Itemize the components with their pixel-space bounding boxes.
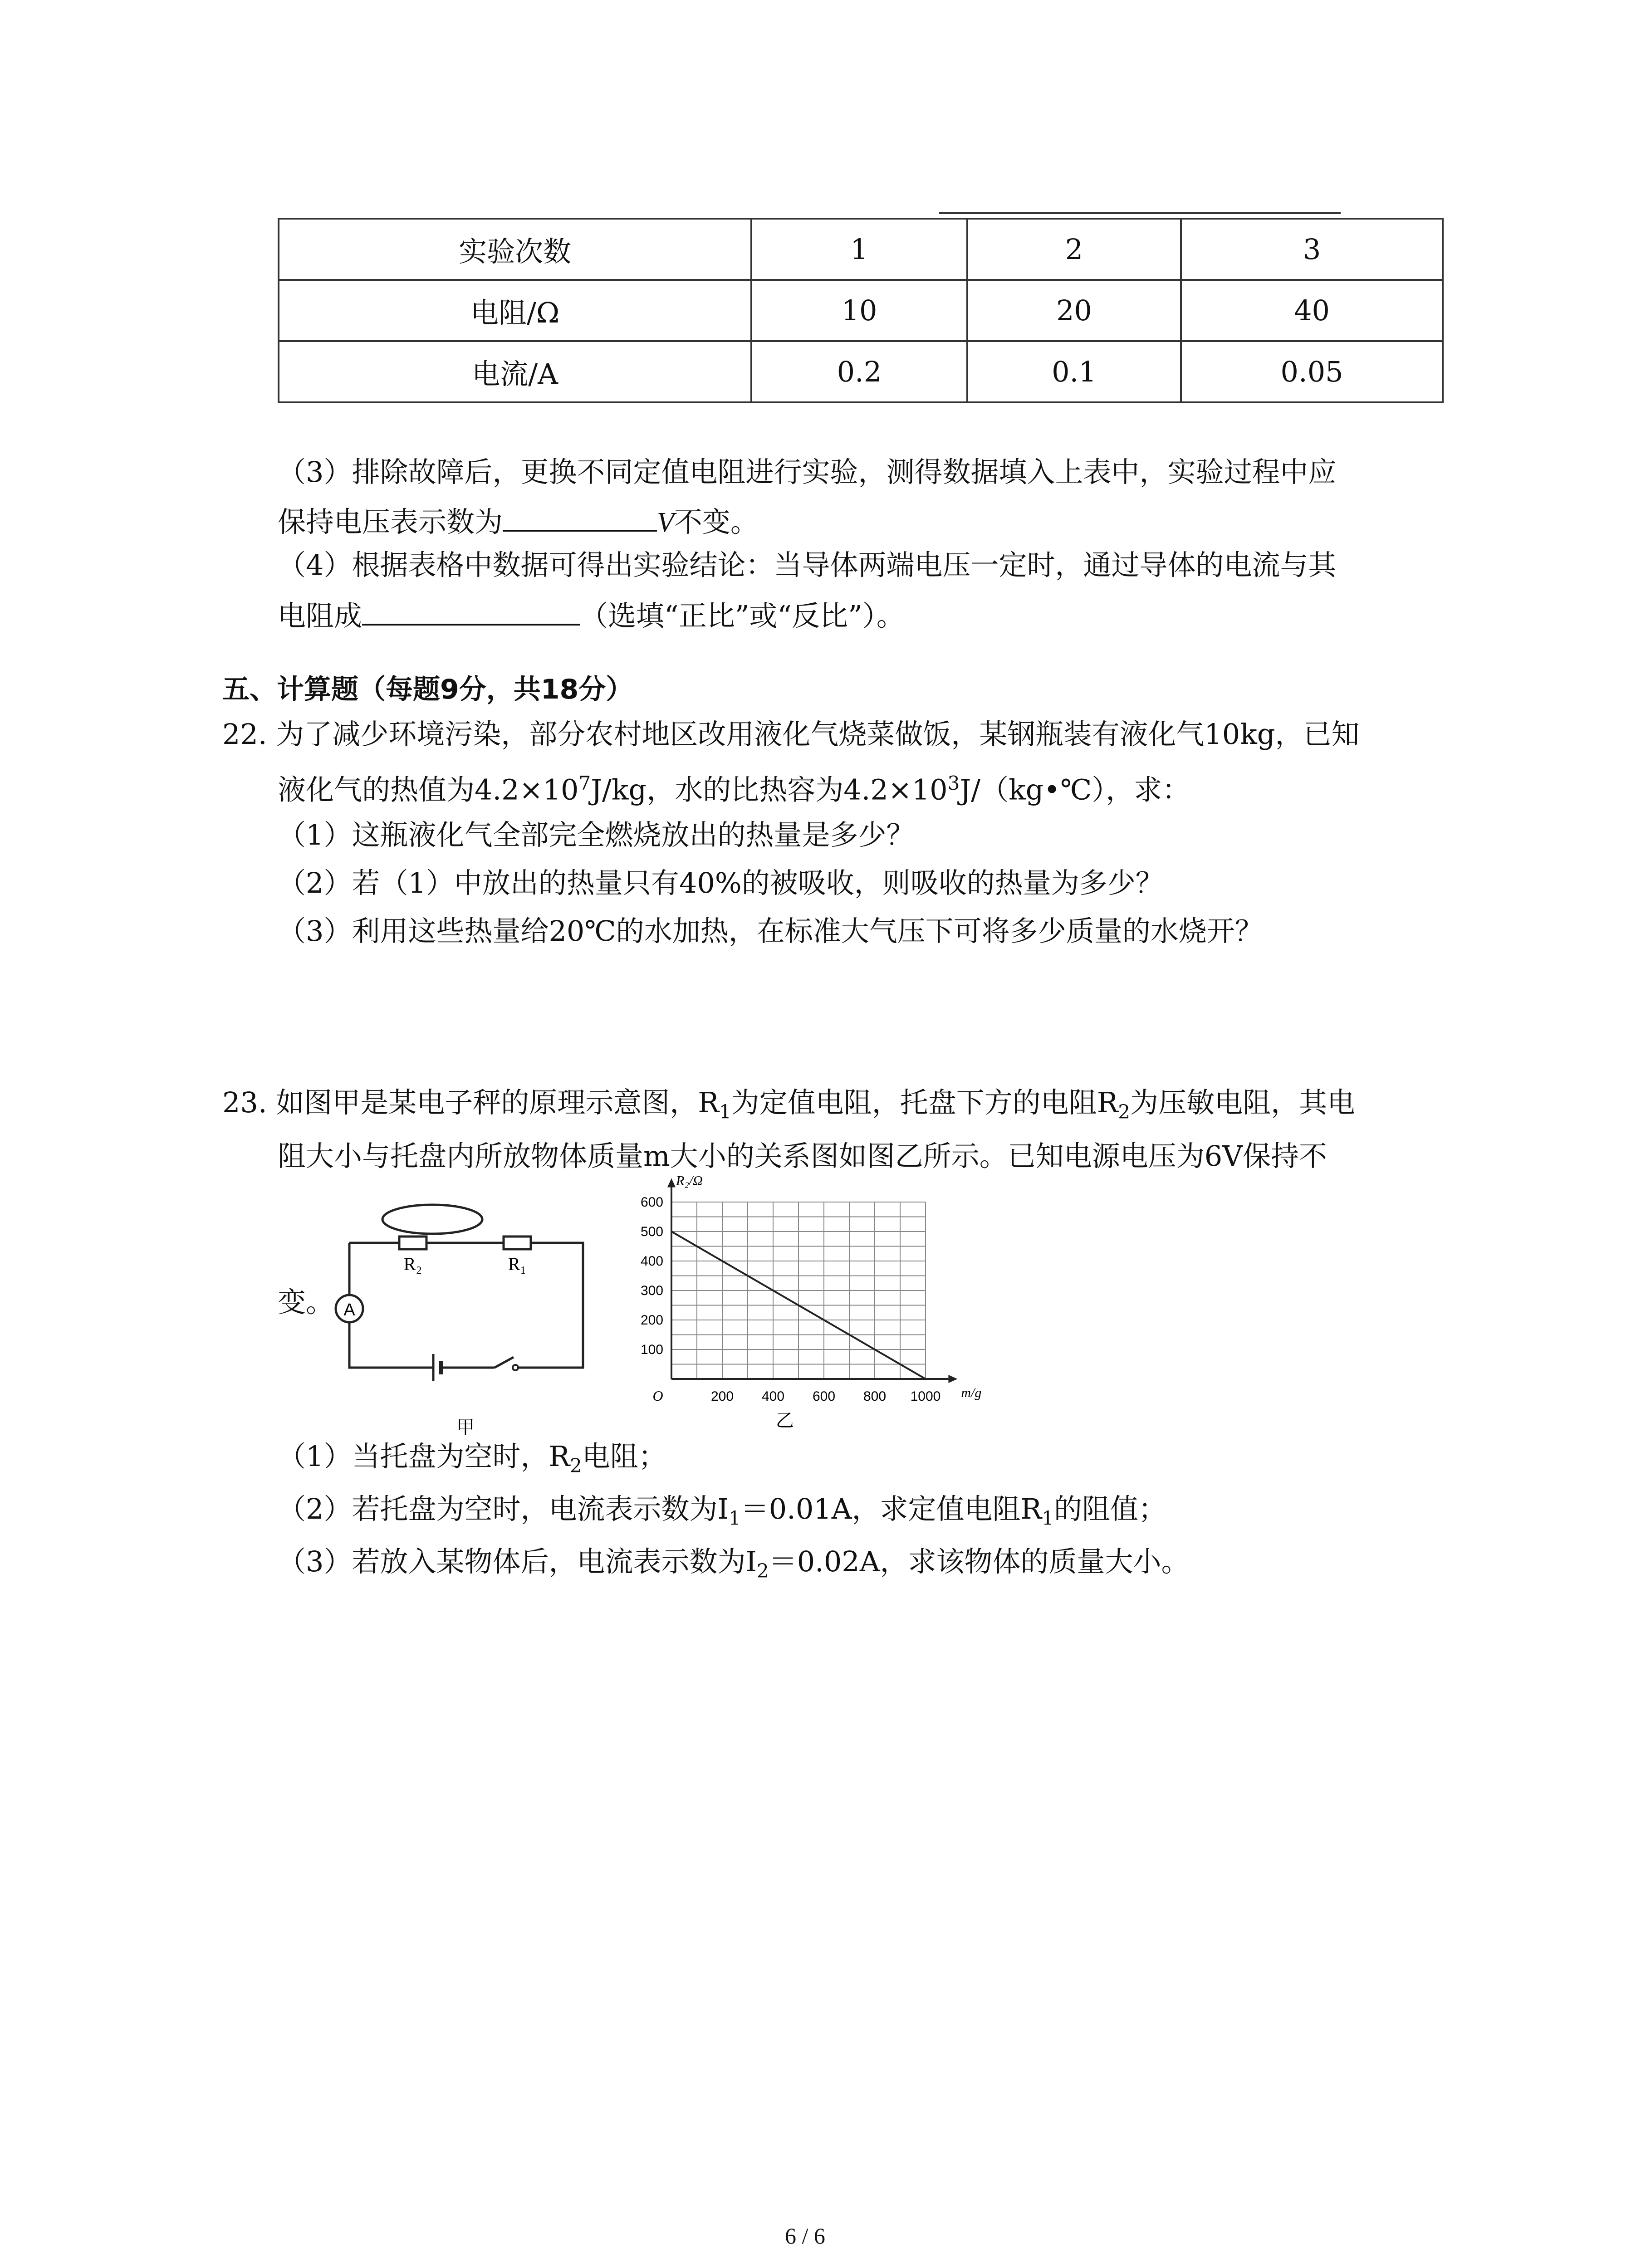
q22-part2: （2）若（1）中放出的热量只有40%的被吸收，则吸收的热量为多少？ — [278, 866, 1164, 899]
x-tick-label: 1000 — [910, 1389, 941, 1404]
x-tick-label: 600 — [812, 1389, 836, 1404]
q22-line2 — [278, 772, 1190, 807]
table-row — [279, 341, 1443, 402]
y-tick-label: 500 — [640, 1224, 663, 1239]
r1-label: R₁ — [508, 1254, 527, 1274]
subscript: 2 — [1118, 1100, 1131, 1123]
table-cell: 40 — [1181, 280, 1443, 341]
tray-icon — [382, 1205, 482, 1234]
q23-text: 为定值电阻，托盘下方的电阻R — [731, 1086, 1118, 1119]
y-tick-label: 200 — [640, 1313, 663, 1328]
q21-part4-line2 — [278, 601, 905, 630]
q22-part3: （3）利用这些热量给20℃的水加热，在标准大气压下可将多少质量的水烧开？ — [278, 914, 1263, 948]
q23-text: ＝0.02A，求该物体的质量大小。 — [769, 1545, 1190, 1578]
x-axis-label: m/g — [961, 1385, 982, 1400]
origin-label: O — [652, 1388, 663, 1404]
table-cell: 10 — [751, 280, 967, 341]
resistor-r1-icon — [504, 1237, 531, 1249]
table-cell: 0.2 — [751, 341, 967, 402]
exponent: 7 — [578, 772, 591, 794]
answer-blank[interactable] — [503, 507, 657, 532]
q22-text: J/（kg•℃），求： — [960, 773, 1190, 807]
x-tick-label: 400 — [761, 1389, 785, 1404]
table-cell: 电阻/Ω — [279, 280, 751, 341]
section-heading: 五、计算题（每题9分，共18分） — [222, 674, 633, 705]
x-axis-arrow-icon — [948, 1375, 957, 1383]
r2-label: R₂ — [403, 1254, 422, 1274]
q23-text: 为压敏电阻，其电 — [1130, 1086, 1356, 1119]
table-cell: 3 — [1181, 219, 1443, 280]
table-cell: 0.05 — [1181, 341, 1443, 402]
table-cell: 0.1 — [967, 341, 1181, 402]
chart-caption: 乙 — [776, 1410, 794, 1431]
y-tick-label: 400 — [640, 1254, 663, 1269]
subscript: 2 — [756, 1559, 769, 1582]
q23-text: 23. 如图甲是某电子秤的原理示意图，R — [222, 1086, 719, 1119]
table-cell: 2 — [967, 219, 1181, 280]
y-axis-label: R₂/Ω — [676, 1173, 703, 1188]
subscript: 2 — [570, 1454, 582, 1477]
circuit-caption: 甲 — [456, 1417, 475, 1438]
table-cell: 1 — [751, 219, 967, 280]
q23-text: （2）若托盘为空时，电流表示数为I — [278, 1492, 729, 1525]
q21-part3-tail: 不变。 — [674, 505, 759, 538]
y-tick-label: 300 — [640, 1283, 663, 1298]
q23-text: ＝0.01A，求定值电阻R — [740, 1492, 1042, 1525]
q21-part4-tail: （选填“正比”或“反比”）。 — [580, 599, 905, 632]
circuit-diagram — [345, 1198, 599, 1442]
y-tick-label: 600 — [640, 1195, 663, 1210]
x-tick-label: 800 — [863, 1389, 887, 1404]
q23-text: 电阻； — [582, 1440, 666, 1473]
q22-part1: （1）这瓶液化气全部完全燃烧放出的热量是多少？ — [278, 818, 915, 851]
resistor-r2-icon — [399, 1237, 426, 1249]
answer-blank[interactable] — [362, 601, 580, 626]
experiment-table — [278, 218, 1444, 403]
q23-line3: 变。 — [278, 1286, 334, 1319]
page-number: 6 / 6 — [785, 2223, 825, 2248]
subscript: 1 — [719, 1100, 731, 1123]
top-rule — [939, 212, 1341, 214]
q23-part3 — [278, 1545, 1190, 1582]
q22-text: J/kg，水的比热容为4.2×10 — [591, 773, 948, 807]
subscript: 1 — [728, 1507, 741, 1530]
q21-part3-text: 保持电压表示数为 — [278, 505, 503, 538]
q23-line2: 阻大小与托盘内所放物体质量m大小的关系图如图乙所示。已知电源电压为6V保持不 — [278, 1139, 1327, 1173]
table-cell: 20 — [967, 280, 1181, 341]
q21-part3-line1: （3）排除故障后，更换不同定值电阻进行实验，测得数据填入上表中，实验过程中应 — [278, 455, 1337, 489]
subscript: 1 — [1042, 1507, 1054, 1530]
ammeter-label: A — [343, 1300, 355, 1320]
q21-part4-line1: （4）根据表格中数据可得出实验结论：当导体两端电压一定时，通过导体的电流与其 — [278, 548, 1337, 582]
table-cell: 电流/A — [279, 341, 751, 402]
table-cell: 实验次数 — [279, 219, 751, 280]
q23-line1 — [222, 1086, 1356, 1123]
mass-resistance-chart — [612, 1173, 989, 1433]
table-row — [279, 280, 1443, 341]
q23-text: （3）若放入某物体后，电流表示数为I — [278, 1545, 757, 1578]
q23-text: （1）当托盘为空时，R — [278, 1440, 570, 1473]
q21-part4-text: 电阻成 — [278, 599, 362, 632]
switch-icon — [495, 1357, 514, 1368]
q23-part2 — [278, 1492, 1166, 1530]
exponent: 3 — [947, 772, 960, 794]
q21-part3-line2 — [278, 507, 759, 537]
q23-part1 — [278, 1442, 666, 1475]
q22-text: 液化气的热值为4.2×10 — [278, 773, 579, 807]
q22-line1: 22. 为了减少环境污染，部分农村地区改用液化气烧菜做饭，某钢瓶装有液化气10kg，已知 — [222, 718, 1360, 751]
unit-text: V — [657, 507, 674, 538]
y-tick-label: 100 — [640, 1342, 663, 1357]
x-tick-label: 200 — [710, 1389, 734, 1404]
q23-text: 的阻值； — [1053, 1492, 1166, 1525]
table-header-row — [279, 219, 1443, 280]
y-axis-arrow-icon — [667, 1178, 676, 1188]
